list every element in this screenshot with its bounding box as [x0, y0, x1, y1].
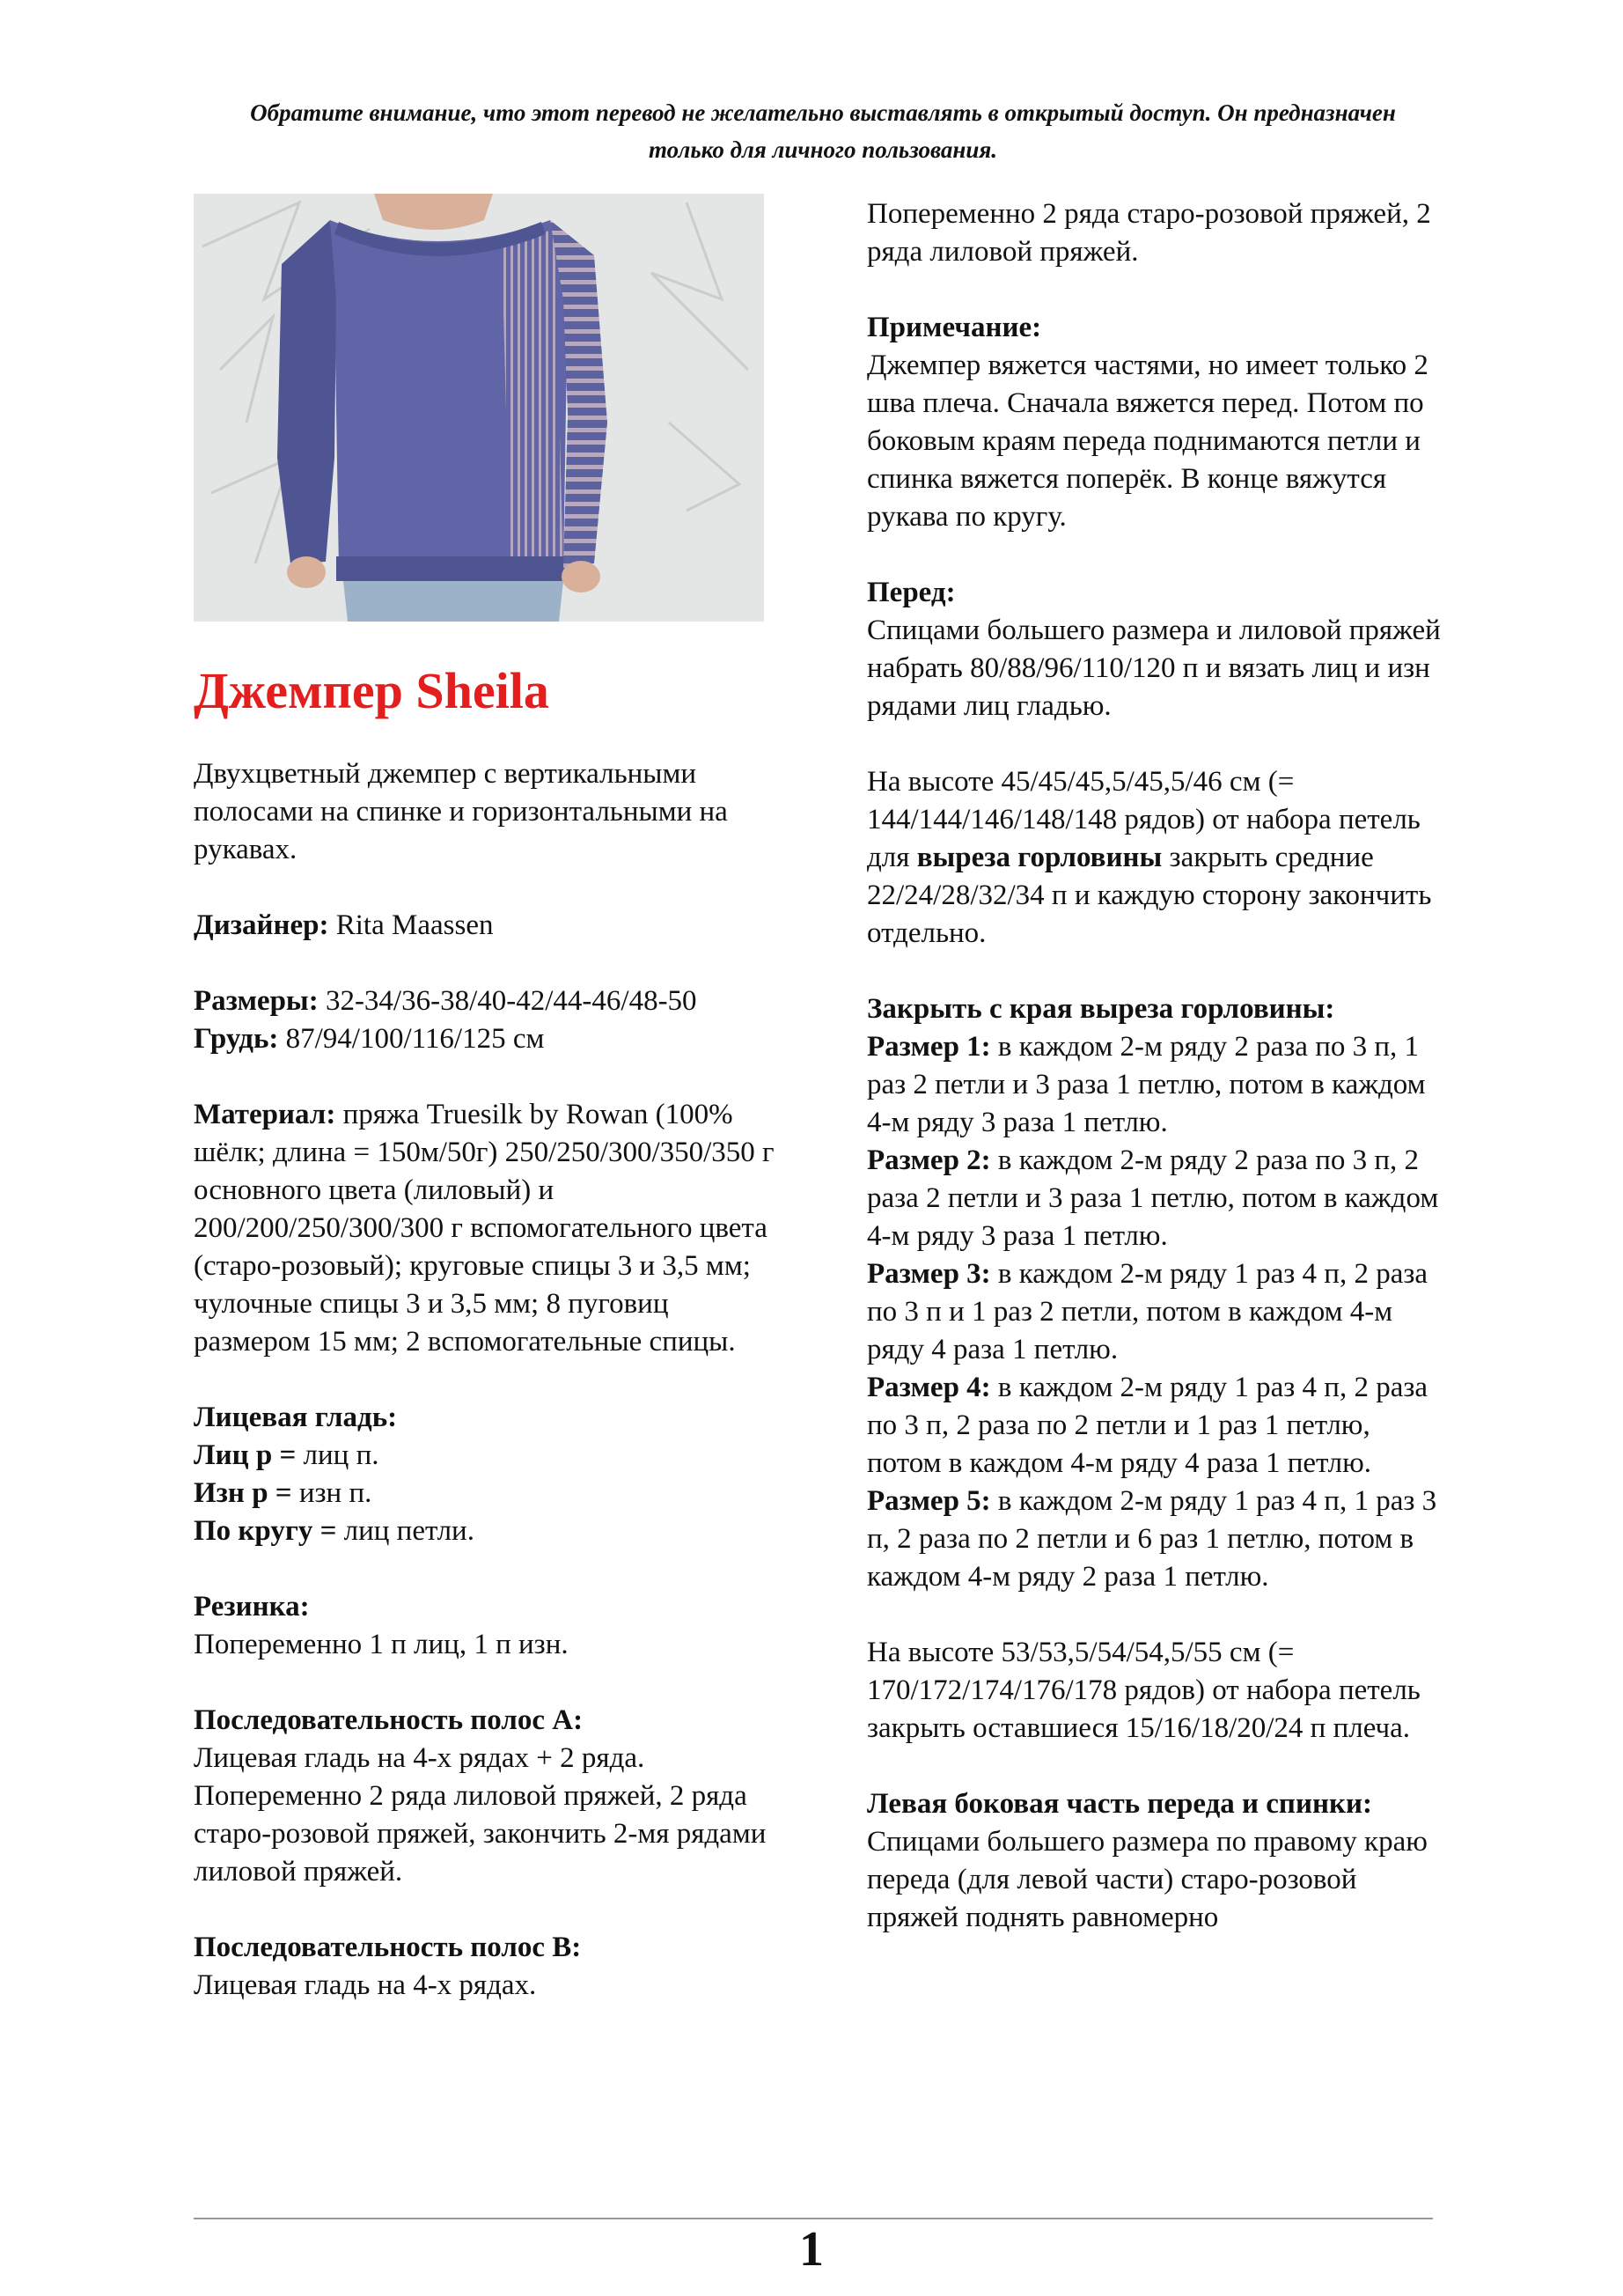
neck-text-post: закрыть средние 22/24/28/32/34 п и каждую сторону закончить отдельно.	[867, 842, 1432, 949]
left-column	[194, 755, 792, 2005]
material-value: пряжа Truesilk by Rowan (100% шёлк; длина = 150м/50г) 250/250/300/350/350 г основного цвета (лиловый) и 200/200/250/300/300 г вспомогательного цвета (старо-розовый); круговые спицы 3 и 3,5 мм; чулочные спицы 3 и 3,5 мм; 8 пуговиц размером 15 мм; 2 вспомогательные спицы.	[194, 1099, 775, 1358]
knit-label: Лиц р =	[194, 1439, 297, 1471]
sizes-line	[194, 982, 792, 1020]
size2-value: в каждом 2-м ряду 2 раза по 3 п, 2 раза 2 петли и 3 раза 1 петлю, потом в каждом 4-м ряду 3 раза 1 петлю.	[867, 1144, 1439, 1252]
sizes-label: Размеры:	[194, 985, 319, 1017]
size5-line	[867, 1483, 1448, 1596]
designer-value: Rita Maassen	[328, 909, 494, 941]
designer-label: Дизайнер:	[194, 909, 329, 941]
neck-paragraph	[867, 763, 1448, 953]
shoulder-text: На высоте 53/53,5/54/54,5/55 см (= 170/172/174/176/178 рядов) от набора петель закрыть оставшиеся 15/16/18/20/24 п плеча.	[867, 1637, 1421, 1744]
rib-heading-text: Резинка:	[194, 1591, 310, 1623]
left-side-heading	[867, 1785, 1448, 1823]
purl-line	[194, 1475, 792, 1512]
knit-value: лиц п.	[296, 1439, 379, 1471]
chest-label: Грудь:	[194, 1023, 279, 1055]
right-column	[867, 195, 1448, 1937]
round-value: лиц петли.	[336, 1515, 474, 1547]
size3-value: в каждом 2-м ряду 1 раз 4 п, 2 раза по 3 п и 1 раз 2 петли, потом в каждом 4-м ряду 4 раза 1 петлю.	[867, 1258, 1428, 1365]
notice-banner: Обратите внимание, что этот перевод не желательно выставлять в открытый доступ. Он предназначен только для личного пользования.	[250, 99, 1396, 163]
size4-line	[867, 1369, 1448, 1483]
size2-line	[867, 1142, 1448, 1255]
stripeB-text: Лицевая гладь на 4-х рядах.	[194, 1969, 537, 2001]
round-label: По кругу =	[194, 1515, 337, 1547]
close-heading	[867, 990, 1448, 1028]
note-heading-text: Примечание:	[867, 312, 1042, 343]
page-number: 1	[799, 2222, 824, 2277]
size5-value: в каждом 2-м ряду 1 раз 4 п, 1 раз 3 п, 2 раза по 2 петли и 6 раз 1 петлю, потом в каждом 4-м ряду 2 раза 1 петлю.	[867, 1485, 1437, 1593]
neck-text-pre: На высоте 45/45/45,5/45,5/46 см (= 144/144/146/148/148 рядов) от набора петель для	[867, 766, 1421, 873]
size1-value: в каждом 2-м ряду 2 раза по 3 п, 1 раз 2 петли и 3 раза 1 петлю, потом в каждом 4-м ряду 3 раза 1 петлю.	[867, 1031, 1426, 1138]
purl-value: изн п.	[291, 1477, 372, 1509]
sweater-photo	[194, 194, 764, 622]
size1-line	[867, 1028, 1448, 1142]
round-line	[194, 1512, 792, 1550]
stripeB-continued: Попеременно 2 ряда старо-розовой пряжей, 2 ряда лиловой пряжей.	[867, 198, 1431, 268]
material-label: Материал:	[194, 1099, 336, 1130]
stripeA-text: Лицевая гладь на 4-х рядах + 2 ряда. Попеременно 2 ряда лиловой пряжей, 2 ряда старо-розовой пряжей, закончить 2-мя рядами лиловой пряжей.	[194, 1742, 767, 1888]
chest-value: 87/94/100/116/125 см	[278, 1023, 545, 1055]
note-text: Джемпер вяжется частями, но имеет только 2 шва плеча. Сначала вяжется перед. Потом по боковым краям переда поднимаются петли и спинка вяжется поперёк. В конце вяжутся рукава по кругу.	[867, 350, 1428, 533]
stripeB-heading-text: Последовательность полос В:	[194, 1932, 582, 1963]
sizes-value: 32-34/36-38/40-42/44-46/48-50	[318, 985, 697, 1017]
stockinette-heading	[194, 1399, 792, 1437]
neck-text-bold: выреза горловины	[916, 842, 1163, 873]
note-heading	[867, 309, 1448, 347]
stripeA-heading-text: Последовательность полос А:	[194, 1704, 584, 1736]
left-side-text: Спицами большего размера по правому краю переда (для левой части) старо-розовой пряжей поднять равномерно	[867, 1826, 1428, 1933]
close-heading-text: Закрыть с края выреза горловины:	[867, 993, 1335, 1025]
left-side-heading-text: Левая боковая часть переда и спинки:	[867, 1788, 1372, 1820]
intro-text: Двухцветный джемпер с вертикальными полосами на спинке и горизонтальными на рукавах.	[194, 758, 728, 865]
size5-label: Размер 5:	[867, 1485, 991, 1517]
purl-label: Изн р =	[194, 1477, 292, 1509]
front-text: Спицами большего размера и лиловой пряжей набрать 80/88/96/110/120 п и вязать лиц и изн рядами лиц гладью.	[867, 614, 1441, 722]
designer-line	[194, 907, 792, 945]
rib-text: Попеременно 1 п лиц, 1 п изн.	[194, 1629, 569, 1660]
rib-heading	[194, 1588, 792, 1626]
front-heading	[867, 574, 1448, 612]
stockinette-heading-text: Лицевая гладь:	[194, 1402, 398, 1433]
size3-line	[867, 1255, 1448, 1369]
material-line	[194, 1096, 792, 1361]
front-heading-text: Перед:	[867, 577, 956, 608]
pattern-title: Джемпер Sheila	[194, 662, 549, 719]
chest-line	[194, 1020, 792, 1058]
size1-label: Размер 1:	[867, 1031, 991, 1063]
size4-value: в каждом 2-м ряду 1 раз 4 п, 2 раза по 3 п, 2 раза по 2 петли и 1 раз 1 петлю, потом в каждом 4-м ряду 4 раза 1 петлю.	[867, 1372, 1428, 1479]
size4-label: Размер 4:	[867, 1372, 991, 1403]
stripeB-heading	[194, 1929, 792, 1967]
size3-label: Размер 3:	[867, 1258, 991, 1290]
stripeA-heading	[194, 1702, 792, 1740]
size2-label: Размер 2:	[867, 1144, 991, 1176]
knit-line	[194, 1437, 792, 1475]
